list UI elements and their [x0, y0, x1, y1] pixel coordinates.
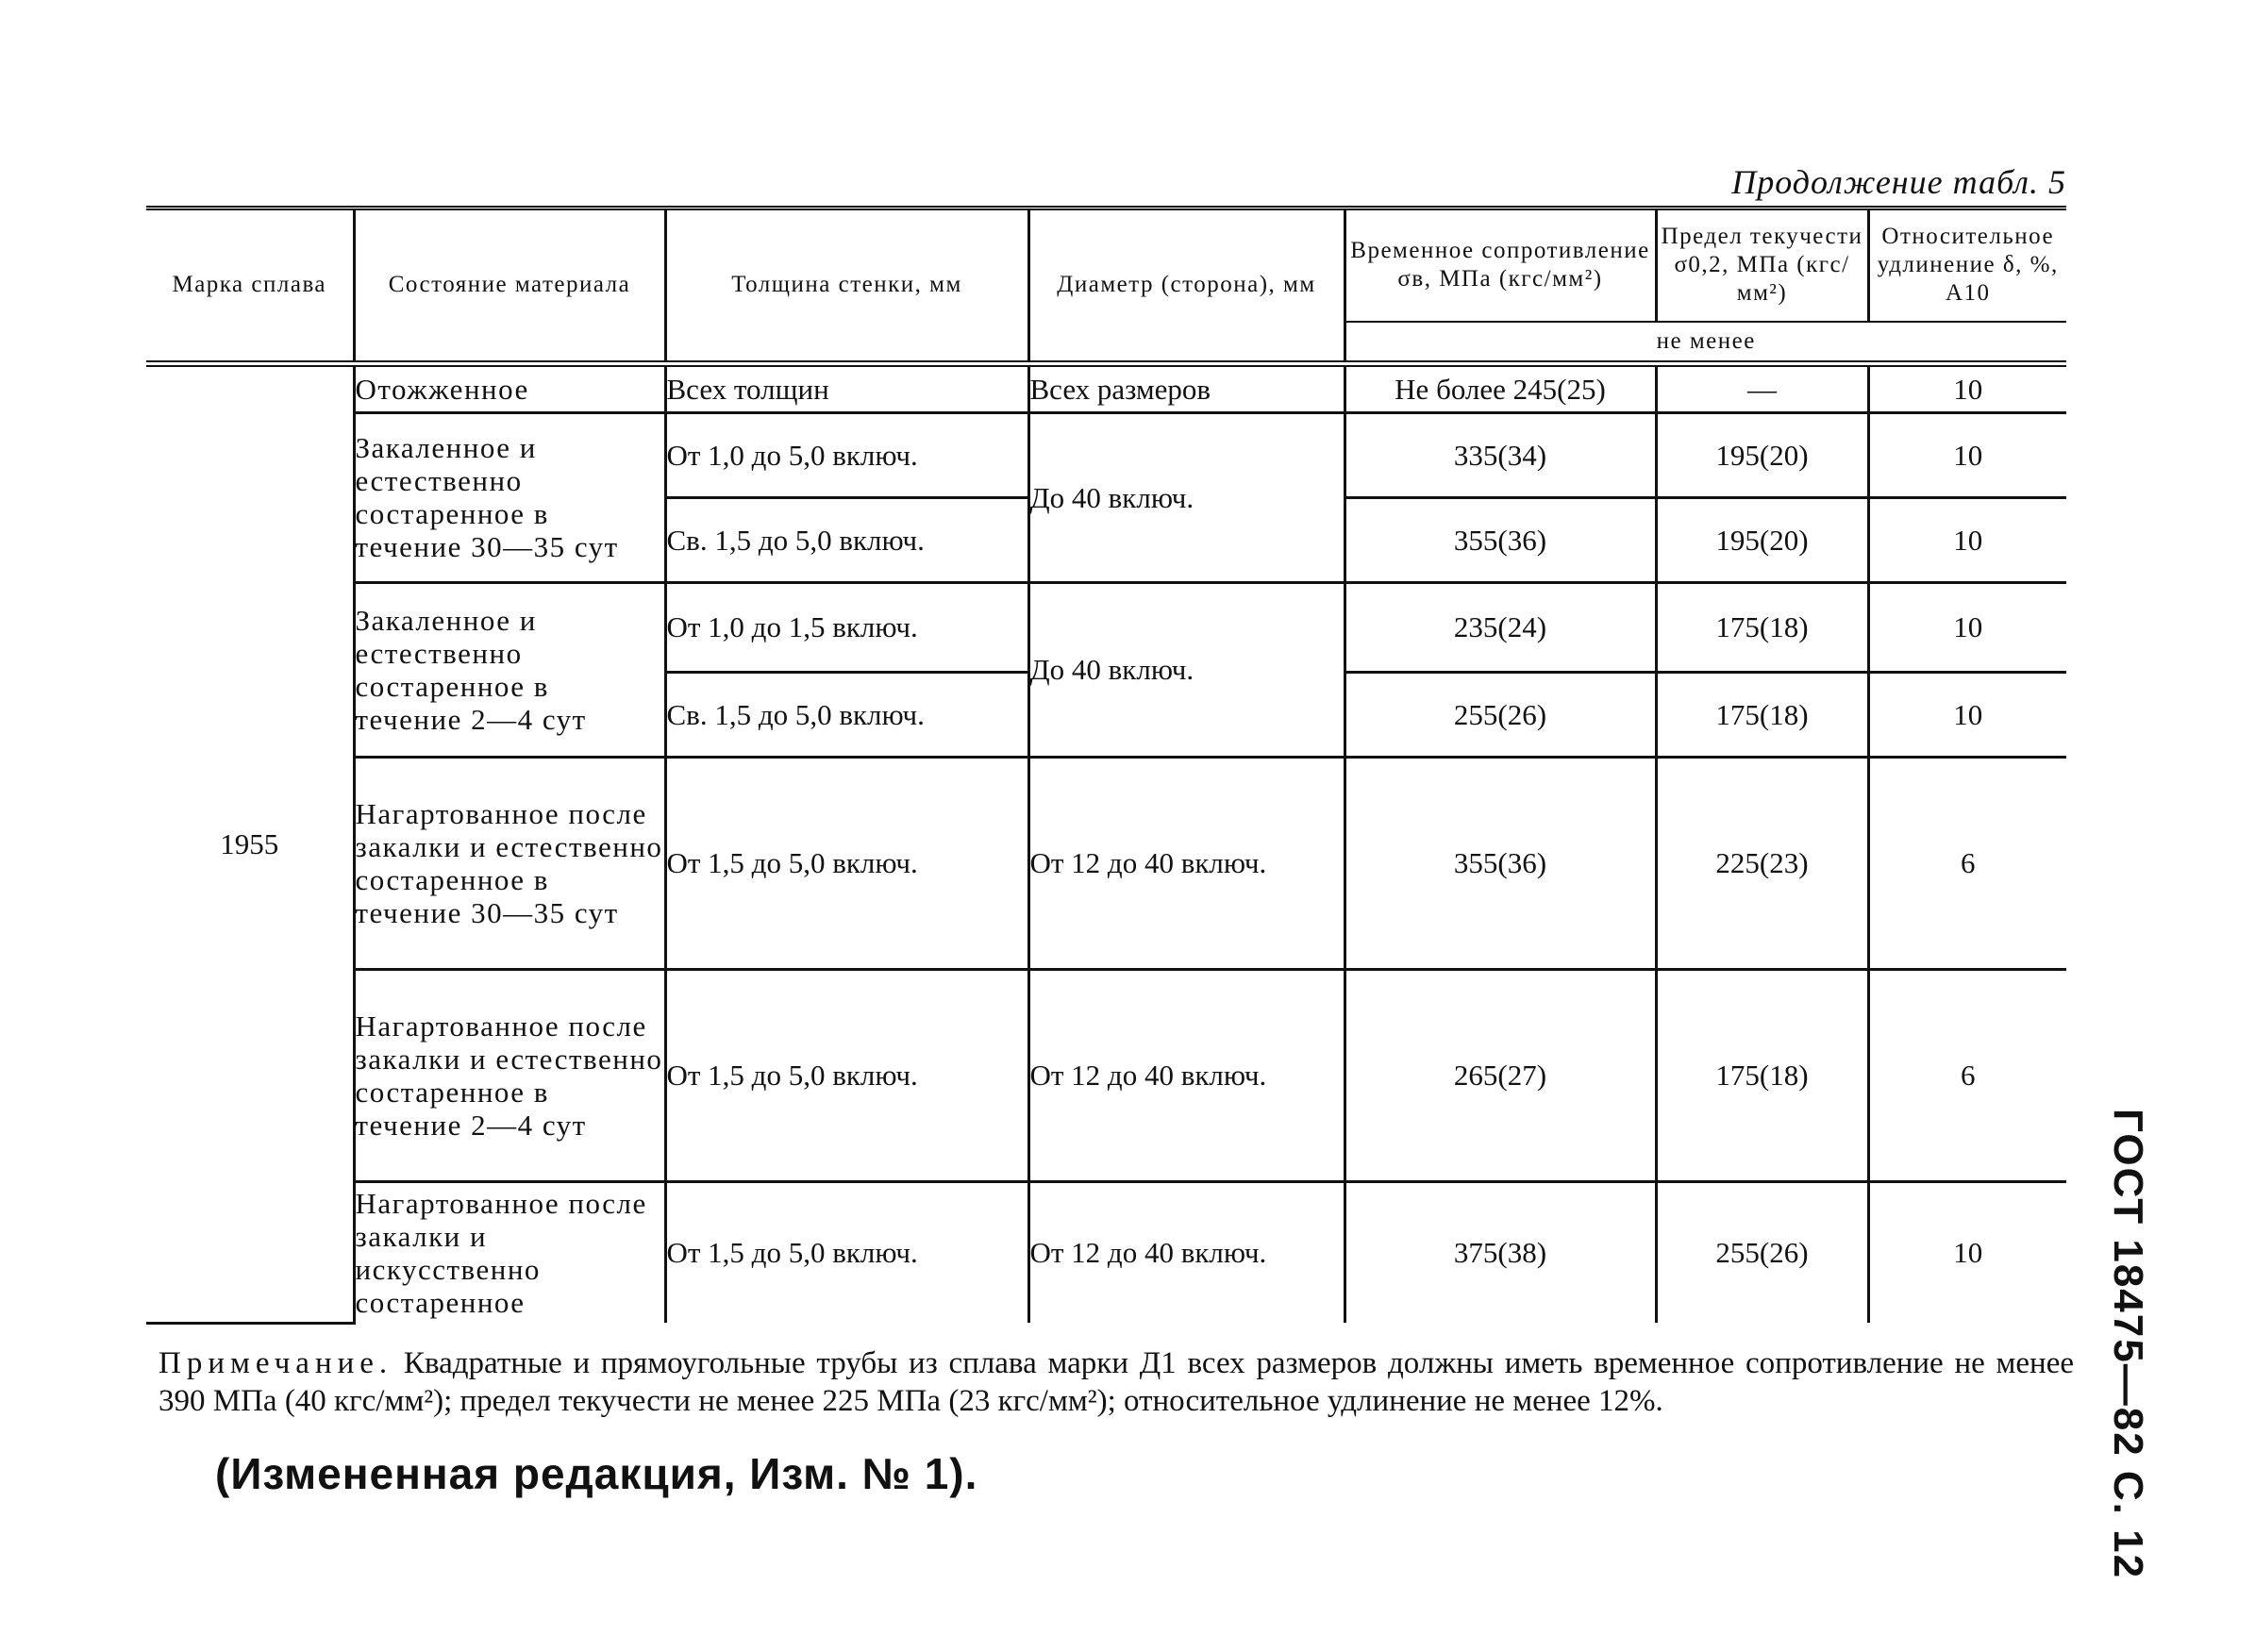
tensile-cell: 355(36) — [1345, 757, 1656, 969]
thickness-cell: От 1,0 до 5,0 включ. — [665, 412, 1028, 497]
elongation-cell: 10 — [1868, 412, 2066, 497]
condition-cell: Нагартованное после закалки и естественно состаренное в течение 30—35 сут — [354, 757, 665, 969]
tensile-cell: 355(36) — [1345, 497, 1656, 582]
header-alloy: Марка сплава — [146, 209, 354, 364]
thickness-cell: От 1,5 до 5,0 включ. — [665, 1181, 1028, 1323]
yield-cell: 255(26) — [1656, 1181, 1868, 1323]
diameter-cell: До 40 включ. — [1028, 582, 1345, 757]
alloy-grade: 1955 — [146, 363, 354, 1323]
condition-cell: Закаленное и естественно состаренное в течение 30—35 сут — [354, 412, 665, 582]
elongation-cell: 10 — [1868, 582, 2066, 672]
yield-cell: — — [1656, 363, 1868, 412]
thickness-cell: Св. 1,5 до 5,0 включ. — [665, 497, 1028, 582]
tensile-cell: 255(26) — [1345, 672, 1656, 757]
yield-cell: 175(18) — [1656, 582, 1868, 672]
yield-cell: 225(23) — [1656, 757, 1868, 969]
diameter-cell: До 40 включ. — [1028, 412, 1345, 582]
properties-table — [146, 206, 2066, 1325]
tensile-cell: 265(27) — [1345, 969, 1656, 1181]
table-note — [159, 1344, 2074, 1420]
thickness-cell: Св. 1,5 до 5,0 включ. — [665, 672, 1028, 757]
document-page-label: ГОСТ 18475—82 С. 12 — [2105, 1109, 2151, 1580]
condition-cell: Отожженное — [354, 363, 665, 412]
condition-cell: Нагартованное после закалки и искусственно состаренное — [354, 1181, 665, 1323]
thickness-cell: От 1,0 до 1,5 включ. — [665, 582, 1028, 672]
diameter-cell: От 12 до 40 включ. — [1028, 1181, 1345, 1323]
note-text: Квадратные и прямоугольные трубы из сплава марки Д1 всех размеров должны иметь временное сопротивление не менее 390 МПа (40 кгс/мм²); предел текучести не менее 225 МПа (23 кгс/мм²); относительное удлинение не менее 12%. — [159, 1346, 2074, 1418]
diameter-cell: От 12 до 40 включ. — [1028, 969, 1345, 1181]
amendment-note: (Измененная редакция, Изм. № 1). — [215, 1449, 978, 1498]
header-elongation: Относительное удлинение δ, %, A10 — [1868, 209, 2066, 322]
tensile-cell: 235(24) — [1345, 582, 1656, 672]
elongation-cell: 6 — [1868, 757, 2066, 969]
tensile-cell: 335(34) — [1345, 412, 1656, 497]
elongation-cell: 10 — [1868, 363, 2066, 412]
elongation-cell: 10 — [1868, 1181, 2066, 1323]
header-not-less: не менее — [1345, 322, 2066, 364]
elongation-cell: 10 — [1868, 497, 2066, 582]
yield-cell: 195(20) — [1656, 412, 1868, 497]
header-diameter: Диаметр (сторона), мм — [1028, 209, 1345, 364]
header-yield: Предел текучести σ0,2, МПа (кгс/мм²) — [1656, 209, 1868, 322]
header-tensile: Временное сопротивление σв, МПа (кгс/мм²) — [1345, 209, 1656, 322]
elongation-cell: 6 — [1868, 969, 2066, 1181]
diameter-cell: Всех размеров — [1028, 363, 1345, 412]
thickness-cell: От 1,5 до 5,0 включ. — [665, 757, 1028, 969]
header-condition: Состояние материала — [354, 209, 665, 364]
diameter-cell: От 12 до 40 включ. — [1028, 757, 1345, 969]
tensile-cell: Не более 245(25) — [1345, 363, 1656, 412]
condition-cell: Закаленное и естественно состаренное в течение 2—4 сут — [354, 582, 665, 757]
thickness-cell: Всех толщин — [665, 363, 1028, 412]
header-thickness: Толщина стенки, мм — [665, 209, 1028, 364]
tensile-cell: 375(38) — [1345, 1181, 1656, 1323]
thickness-cell: От 1,5 до 5,0 включ. — [665, 969, 1028, 1181]
yield-cell: 175(18) — [1656, 672, 1868, 757]
yield-cell: 195(20) — [1656, 497, 1868, 582]
condition-cell: Нагартованное после закалки и естественно состаренное в течение 2—4 сут — [354, 969, 665, 1181]
table-continuation-caption: Продолжение табл. 5 — [1731, 163, 2066, 201]
elongation-cell: 10 — [1868, 672, 2066, 757]
note-label: Примечание. — [159, 1346, 393, 1380]
yield-cell: 175(18) — [1656, 969, 1868, 1181]
